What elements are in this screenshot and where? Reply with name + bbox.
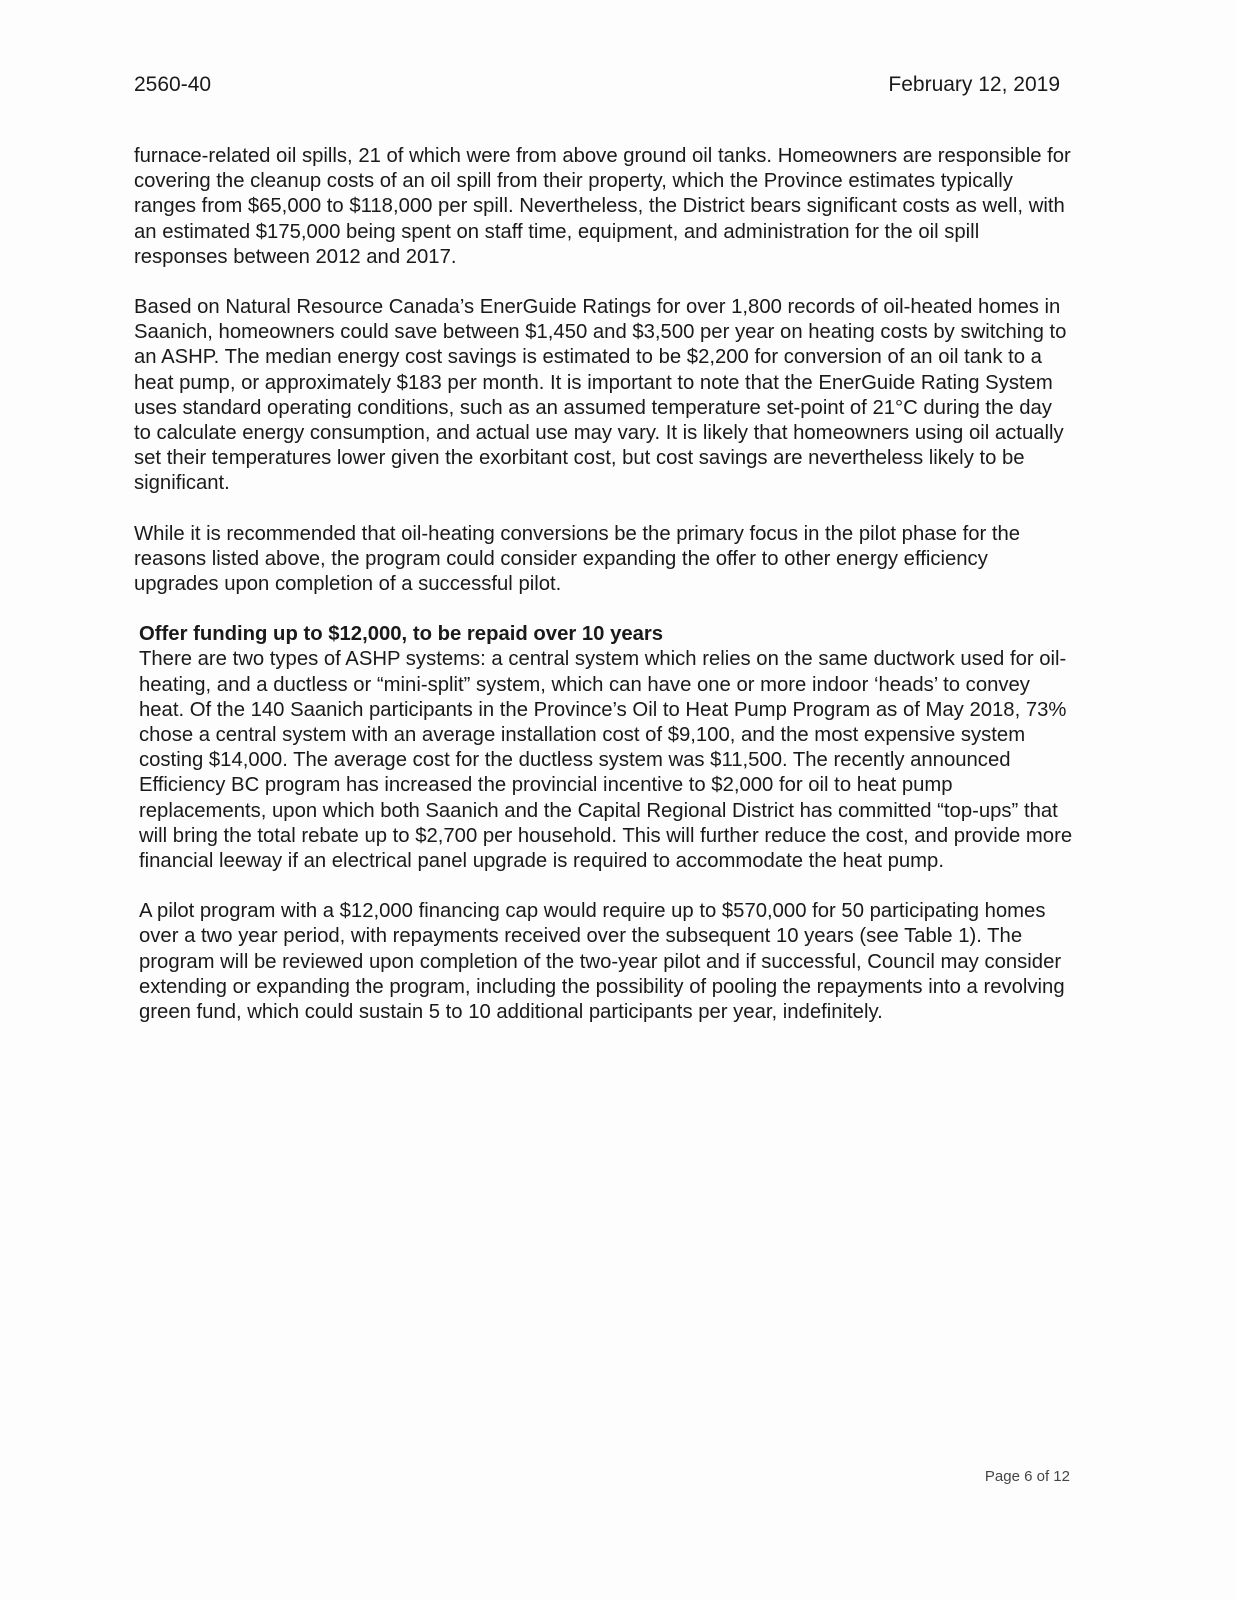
paragraph-pilot-financing: A pilot program with a $12,000 financing cap would require up to $570,000 for 50 participating homes over a two year period, with repayments received over the subsequent 10 years (see Table 1). The program will be reviewed upon completion of the two-year pilot and if successful, Council may consider extending or expanding the program, including the possibility of pooling the repayments into a revolving green fund, which could sustain 5 to 10 additional participants per year, indefinitely.: [139, 900, 1065, 1024]
document-date: February 12, 2019: [888, 73, 1060, 96]
paragraph-oil-spills: furnace-related oil spills, 21 of which were from above ground oil tanks. Homeowners are responsible for covering the cleanup costs of an oil spill from their property, which the Province estimates typically ranges from $65,000 to $118,000 per spill. Nevertheless, the District bears significant costs as well, with an estimated $175,000 being spent on staff time, equipment, and administration for the oil spill responses between 2012 and 2017.: [134, 145, 1071, 268]
document-body: [134, 144, 1074, 1050]
paragraph-pilot-focus: While it is recommended that oil-heating conversions be the primary focus in the pilot phase for the reasons listed above, the program could consider expanding the offer to other energy efficiency upgrades upon completion of a successful pilot.: [134, 522, 1021, 596]
page-number: Page 6 of 12: [984, 1468, 1070, 1485]
file-number: 2560-40: [134, 73, 212, 96]
paragraph-energuide-savings: Based on Natural Resource Canada’s EnerGuide Ratings for over 1,800 records of oil-heated homes in Saanich, homeowners could save between $1,450 and $3,500 per year on heating costs by switching to an ASHP. The median energy cost savings is estimated to be $2,200 for conversion of an oil tank to a heat pump, or approximately $183 per month. It is important to note that the EnerGuide Rating System uses standard operating conditions, such as an assumed temperature set-point of 21°C during the day to calculate energy consumption, and actual use may vary. It is likely that homeowners using oil actually set their temperatures lower given the exorbitant cost, but cost savings are nevertheless likely to be significant.: [134, 296, 1067, 495]
section-heading: Offer funding up to $12,000, to be repaid over 10 years: [139, 623, 664, 646]
paragraph-ashp-systems: There are two types of ASHP systems: a central system which relies on the same ductwork used for oil-heating, and a ductless or “mini-split” system, which can have one or more indoor ‘heads’ to convey heat. Of the 140 Saanich participants in the Province’s Oil to Heat Pump Program as of May 2018, 73% chose a central system with an average installation cost of $9,100, and the most expensive system costing $14,000. The average cost for the ductless system was $11,500. The recently announced Efficiency BC program has increased the provincial incentive to $2,000 for oil to heat pump replacements, upon which both Saanich and the Capital Regional District has committed “top-ups” that will bring the total rebate up to $2,700 per household. This will further reduce the cost, and provide more financial leeway if an electrical panel upgrade is required to accommodate the heat pump.: [139, 648, 1073, 873]
